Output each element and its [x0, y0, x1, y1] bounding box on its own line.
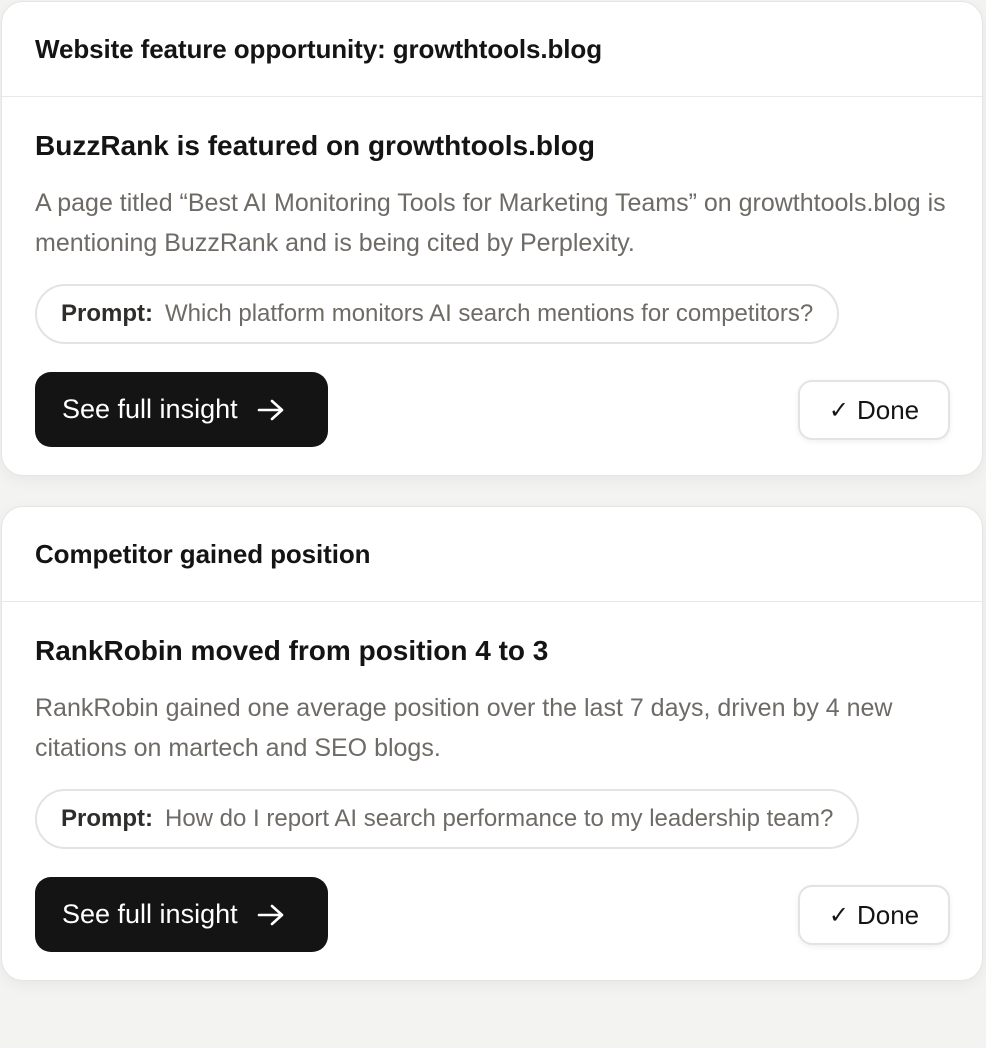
insight-description: RankRobin gained one average position over the last 7 days, driven by 4 new citations on martech and SEO blogs. — [35, 694, 893, 762]
insight-title: BuzzRank is featured on growthtools.blog — [35, 130, 595, 161]
see-full-insight-button[interactable] — [35, 877, 328, 952]
done-button[interactable] — [798, 380, 950, 440]
insight-description: A page titled “Best AI Monitoring Tools for Marketing Teams” on growthtools.blog is mentioning BuzzRank and is being cited by Perplexity. — [35, 189, 946, 257]
insight-card — [1, 1, 983, 476]
prompt-text: How do I report AI search performance to my leadership team? — [165, 805, 834, 832]
card-header — [2, 507, 982, 602]
done-label: Done — [856, 394, 920, 425]
done-button[interactable] — [798, 885, 950, 945]
see-full-insight-label: See full insight — [62, 394, 238, 424]
prompt-label: Prompt: — [61, 300, 153, 327]
prompt-text: Which platform monitors AI search mentions for competitors? — [165, 300, 814, 327]
check-icon: ✓ — [828, 396, 849, 424]
card-header-title: Competitor gained position — [35, 538, 371, 569]
check-icon: ✓ — [828, 901, 849, 929]
arrow-right-icon — [256, 398, 286, 422]
card-header-title: Website feature opportunity: growthtools.blog — [35, 33, 602, 64]
arrow-right-icon — [256, 903, 286, 927]
insight-title: RankRobin moved from position 4 to 3 — [35, 635, 549, 666]
see-full-insight-label: See full insight — [62, 899, 238, 929]
see-full-insight-button[interactable] — [35, 372, 328, 447]
prompt-pill — [35, 284, 839, 344]
done-label: Done — [856, 899, 920, 930]
insight-card — [1, 506, 983, 981]
prompt-pill — [35, 789, 859, 849]
prompt-label: Prompt: — [61, 805, 153, 832]
card-header — [2, 2, 982, 97]
